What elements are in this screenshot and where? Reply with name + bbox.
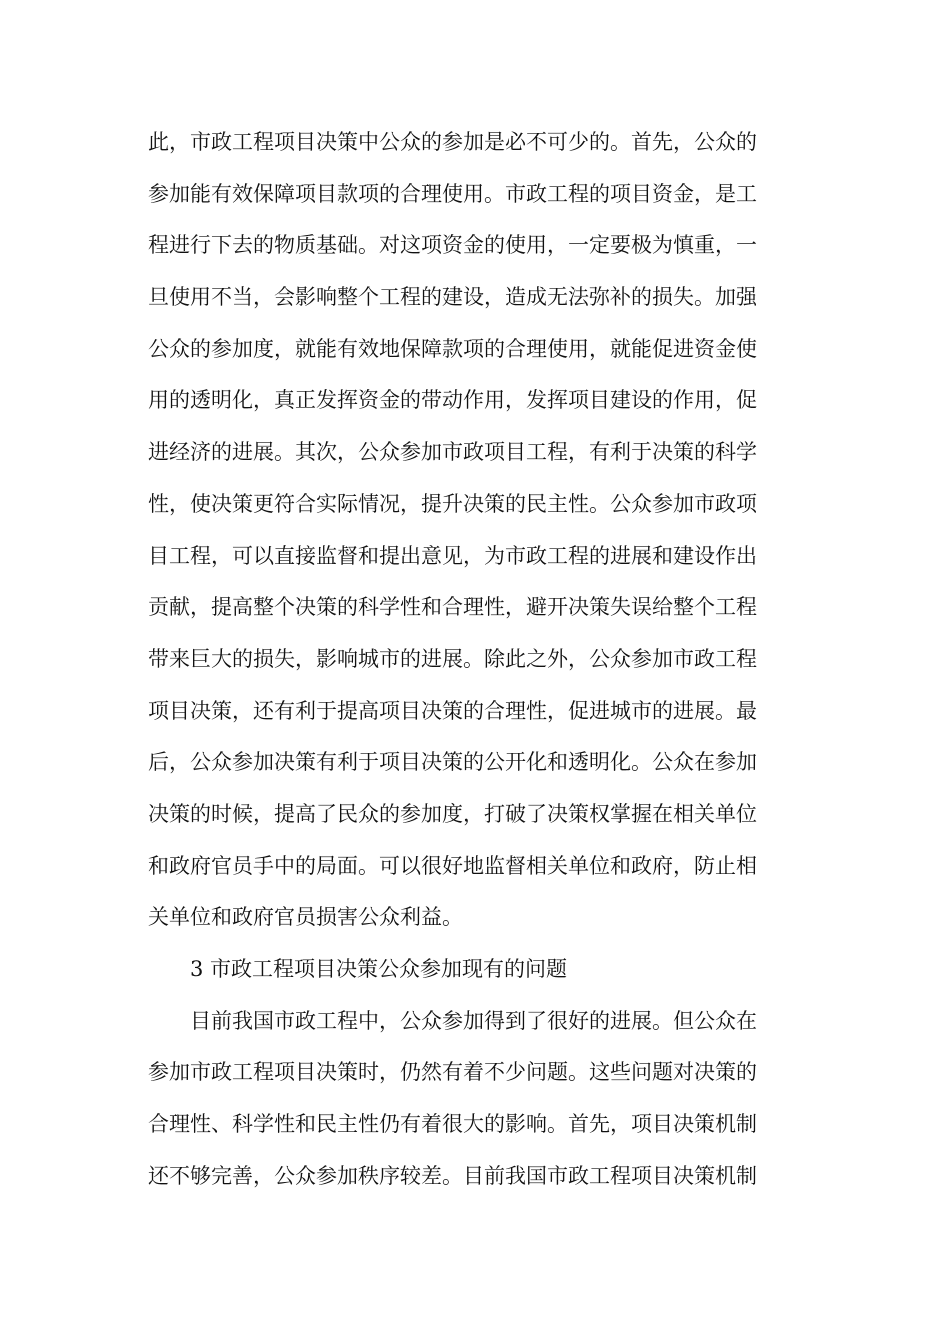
paragraph-line: 公众的参加度，就能有效地保障款项的合理使用，就能促进资金使 [148,336,757,361]
paragraph-line: 后，公众参加决策有利于项目决策的公开化和透明化。公众在参加 [148,750,757,775]
paragraph-line: 合理性、科学性和民主性仍有着很大的影响。首先，项目决策机制 [148,1112,757,1137]
paragraph-line: 决策的时候，提高了民众的参加度，打破了决策权掌握在相关单位 [148,801,757,826]
paragraph-line: 和政府官员手中的局面。可以很好地监督相关单位和政府，防止相 [148,853,757,878]
paragraph-line: 旦使用不当，会影响整个工程的建设，造成无法弥补的损失。加强 [148,285,757,310]
paragraph-line: 用的透明化，真正发挥资金的带动作用，发挥项目建设的作用，促 [148,388,757,413]
paragraph-line: 进经济的进展。其次，公众参加市政项目工程，有利于决策的科学 [148,440,757,465]
paragraph-line: 贡献，提高整个决策的科学性和合理性，避开决策失误给整个工程 [148,595,757,620]
paragraph-line: 目工程，可以直接监督和提出意见，为市政工程的进展和建设作出 [148,543,757,568]
paragraph-line: 程进行下去的物质基础。对这项资金的使用，一定要极为慎重，一 [148,233,757,258]
paragraph-line: 性，使决策更符合实际情况，提升决策的民主性。公众参加市政项 [148,491,757,516]
section-heading: 3 市政工程项目决策公众参加现有的问题 [190,957,568,981]
paragraph-line: 参加市政工程项目决策时，仍然有着不少问题。这些问题对决策的 [148,1060,757,1085]
body-text [148,117,808,1202]
paragraph-line: 还不够完善，公众参加秩序较差。目前我国市政工程项目决策机制 [148,1163,757,1188]
paragraph-line: 项目决策，还有利于提高项目决策的合理性，促进城市的进展。最 [148,698,757,723]
paragraph-line: 参加能有效保障项目款项的合理使用。市政工程的项目资金，是工 [148,181,757,206]
paragraph-line: 带来巨大的损失，影响城市的进展。除此之外，公众参加市政工程 [148,646,757,671]
paragraph-line: 此，市政工程项目决策中公众的参加是必不可少的。首先，公众的 [148,130,757,154]
paragraph-line: 关单位和政府官员损害公众利益。 [148,905,463,930]
paragraph-line: 目前我国市政工程中，公众参加得到了很好的进展。但公众在 [190,1008,757,1033]
